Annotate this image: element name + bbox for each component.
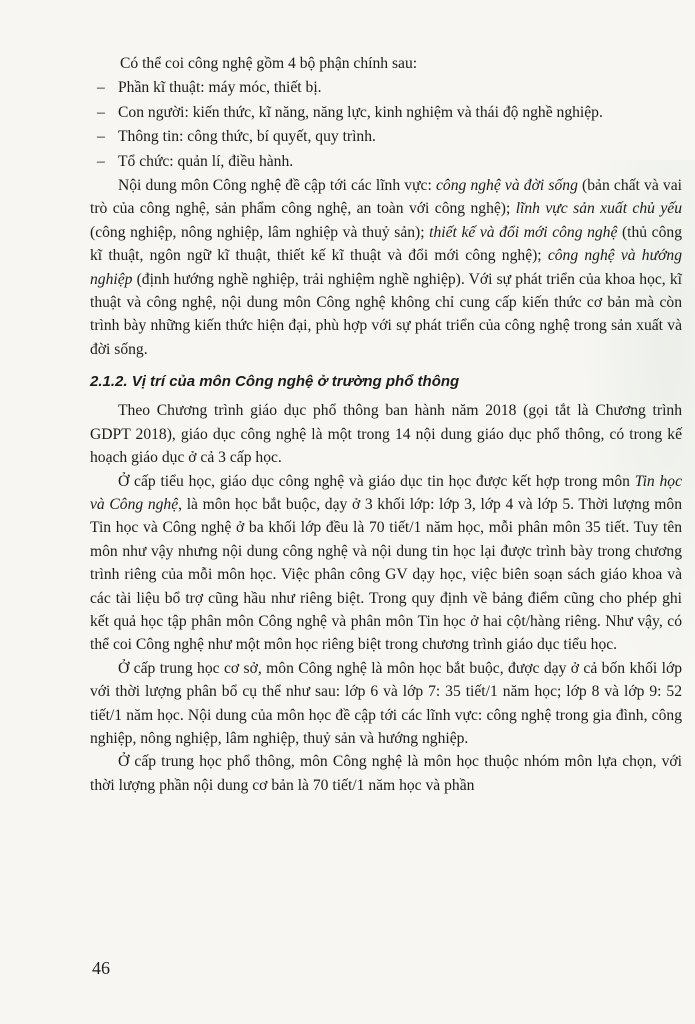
list-item: – Con người: kiến thức, kĩ năng, năng lực, kinh nghiệm và thái độ nghề nghiệp. (97, 103, 603, 121)
paragraph-gdpt-2018: Theo Chương trình giáo dục phổ thông ban hành năm 2018 (gọi tắt là Chương trình GDPT 2018), giáo dục công nghệ là một trong 14 nội dung giáo dục phổ thông, có trong kế hoạch giáo dục ở cả 3 cấp học. (90, 402, 682, 467)
paragraph-upper-secondary: Ở cấp trung học phổ thông, môn Công nghệ là môn học thuộc nhóm môn lựa chọn, với thời lượng phần nội dung cơ bản là 70 tiết/1 năm học và phần (90, 753, 682, 794)
list-item: – Thông tin: công thức, bí quyết, quy trình. (97, 128, 376, 146)
component-list (90, 76, 682, 174)
content-paragraph: Nội dung môn Công nghệ đề cập tới các lĩnh vực: công nghệ và đời sống (bản chất và vai trò của công nghệ, sản phẩm công nghệ, an toàn với công nghệ); lĩnh vực sản xuất chủ yếu (công nghiệp, nông nghiệp, lâm nghiệp và thuỷ sản); thiết kế và đổi mới công nghệ (thủ công kĩ thuật, ngôn ngữ kĩ thuật, thiết kế kĩ thuật và đổi mới công nghệ); công nghệ và hướng nghiệp (định hướng nghề nghiệp, trải nghiệm nghề nghiệp). Với sự phát triển của khoa học, kĩ thuật và công nghệ, nội dung môn Công nghệ không chỉ cung cấp kiến thức cơ bản mà còn trình bày những kiến thức hiện đại, phù hợp với sự phát triển của công nghệ trong sản xuất và đời sống. (90, 177, 682, 358)
list-item: – Phần kĩ thuật: máy móc, thiết bị. (97, 79, 322, 97)
paragraph-primary-school: Ở cấp tiểu học, giáo dục công nghệ và giáo dục tin học được kết hợp trong môn Tin học và Công nghệ, là môn học bắt buộc, dạy ở 3 khối lớp: lớp 3, lớp 4 và lớp 5. Thời lượng môn Tin học và Công nghệ ở ba khối lớp đều là 70 tiết/1 năm học, mỗi phân môn 35 tiết. Tuy tên môn như vậy nhưng nội dung công nghệ và nội dung tin học lại được trình bày trong chương trình riêng của mỗi môn học. Việc phân công GV dạy học, việc biên soạn sách giáo khoa và các tài liệu bổ trợ cũng hầu như riêng biệt. Trong quy định về bảng điểm cũng cho phép ghi kết quả học tập phân môn Công nghệ và phân môn Tin học ở hai cột/hàng riêng. Như vậy, có thể coi Công nghệ như một môn học riêng biệt trong chương trình giáo dục tiểu học. (90, 472, 683, 654)
intro-text: Có thể coi công nghệ gồm 4 bộ phận chính sau: (120, 55, 418, 72)
paragraph-lower-secondary: Ở cấp trung học cơ sở, môn Công nghệ là môn học bắt buộc, được dạy ở cả bốn khối lớp với thời lượng phân bổ cụ thể như sau: lớp 6 và lớp 7: 35 tiết/1 năm học; lớp 8 và lớp 9: 52 tiết/1 năm học. Nội dung của môn học đề cập tới các lĩnh vực: công nghệ trong gia đình, công nghiệp, nông nghiệp, lâm nghiệp, thuỷ sản và hướng nghiệp. (90, 659, 682, 747)
page-body (90, 52, 682, 797)
page-number: 46 (92, 958, 110, 978)
list-item: – Tổ chức: quản lí, điều hành. (97, 152, 294, 170)
section-heading: 2.1.2. Vị trí của môn Công nghệ ở trường phổ thông (90, 373, 460, 391)
